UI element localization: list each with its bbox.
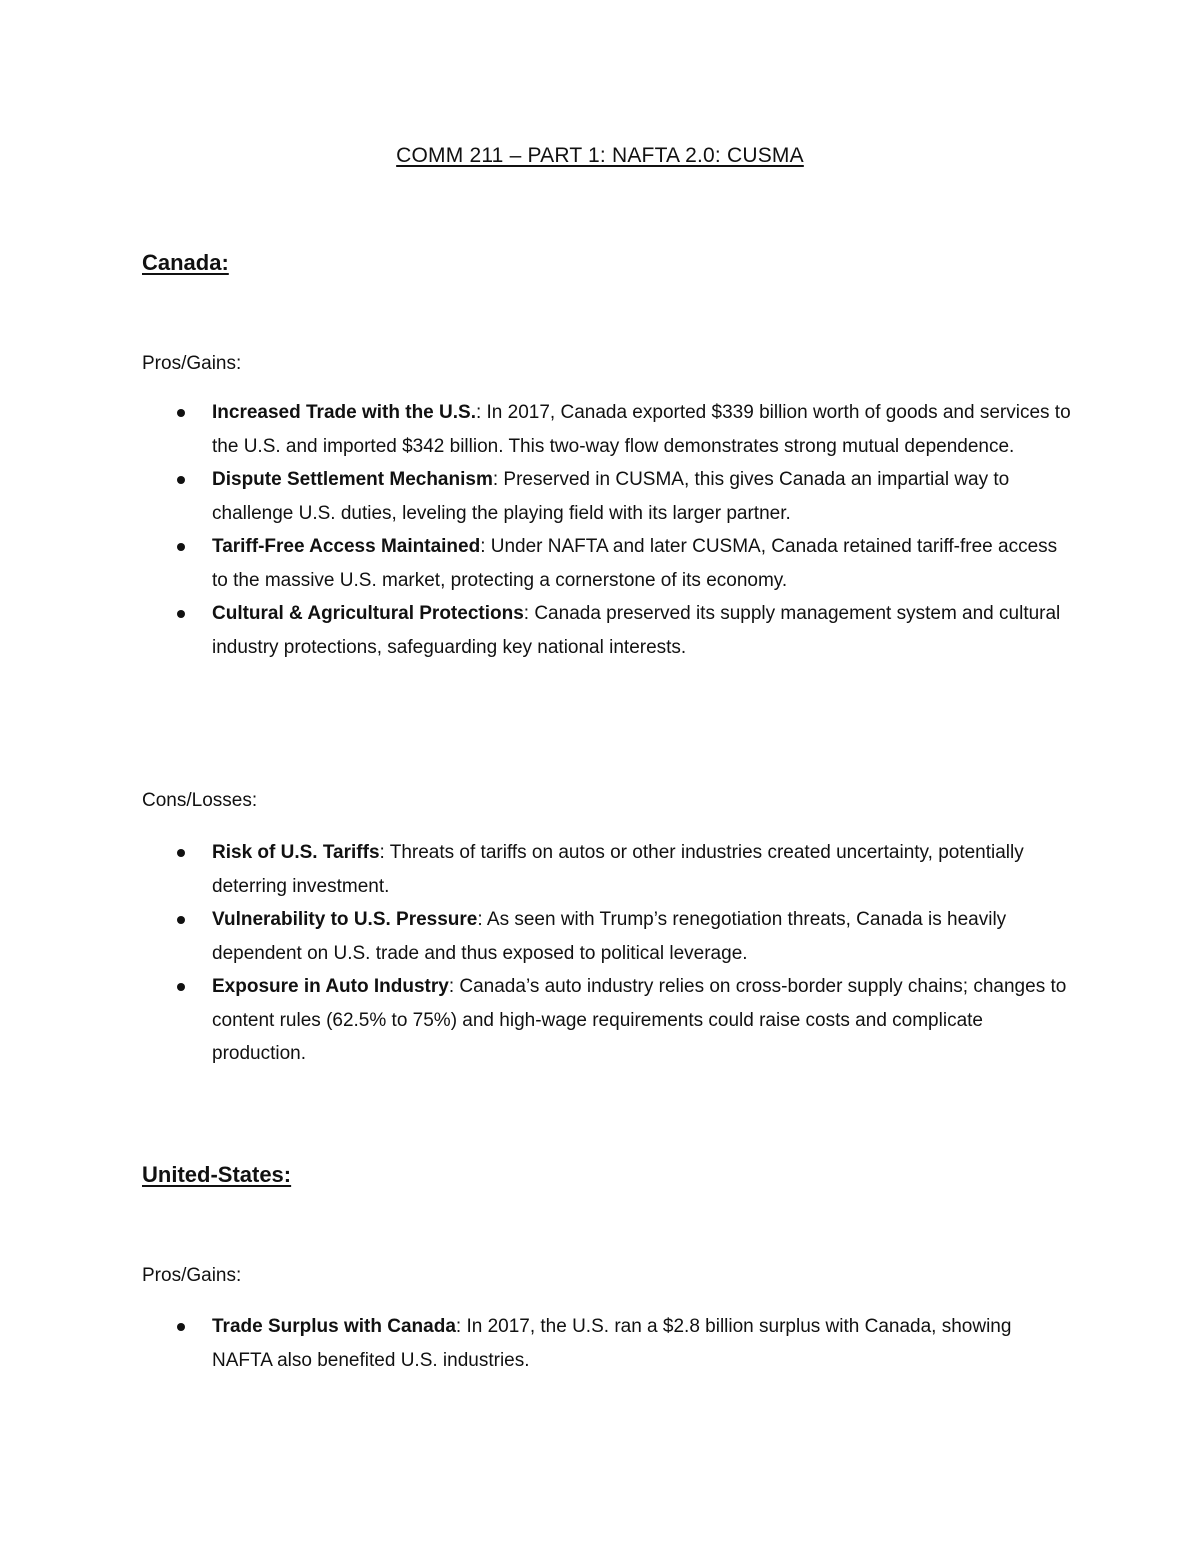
bullet-icon [177,543,185,551]
canada-pros-list [212,396,1072,664]
bullet-icon [177,476,185,484]
list-item [212,396,1072,463]
item-term: Cultural & Agricultural Protections [212,603,524,624]
item-text: : Canada’s auto industry relies on cross-border supply chains; changes to content rules (62.5% to 75%) and high-wage requirements could raise costs and complicate production. [212,976,1067,1064]
item-text: : In 2017, Canada exported $339 billion worth of goods and services to the U.S. and imported $342 billion. This two-way flow demonstrates strong mutual dependence. [212,402,1071,457]
item-term: Vulnerability to U.S. Pressure [212,909,478,930]
item-text: : Canada preserved its supply management system and cultural industry protections, safeguarding key national interests. [212,603,1061,658]
list-item [212,1310,1072,1377]
document-title: COMM 211 – PART 1: NAFTA 2.0: CUSMA [396,144,804,167]
united-states-heading: United-States: [142,1162,292,1187]
bullet-icon [177,983,185,991]
canada-cons-label: Cons/Losses: [142,790,258,811]
item-term: Risk of U.S. Tariffs [212,842,380,863]
list-item [212,970,1072,1071]
item-text: : Preserved in CUSMA, this gives Canada an impartial way to challenge U.S. duties, leveling the playing field with its larger partner. [212,469,1010,524]
item-term: Exposure in Auto Industry [212,976,449,997]
bullet-icon [177,610,185,618]
bullet-icon [177,409,185,417]
list-item [212,836,1072,903]
list-item [212,903,1072,970]
item-term: Tariff-Free Access Maintained [212,536,481,557]
bullet-icon [177,1323,185,1331]
united-states-pros-list [212,1310,1072,1377]
canada-pros-label: Pros/Gains: [142,353,242,374]
item-text: : Under NAFTA and later CUSMA, Canada retained tariff-free access to the massive U.S. market, protecting a cornerstone of its economy. [212,536,1058,591]
item-term: Increased Trade with the U.S. [212,402,476,423]
list-item [212,463,1072,530]
bullet-icon [177,849,185,857]
item-text: : As seen with Trump’s renegotiation threats, Canada is heavily dependent on U.S. trade and thus exposed to political leverage. [212,909,1007,964]
bullet-icon [177,916,185,924]
canada-cons-list [212,836,1072,1071]
item-text: : In 2017, the U.S. ran a $2.8 billion surplus with Canada, showing NAFTA also benefited U.S. industries. [212,1316,1012,1371]
united-states-pros-label: Pros/Gains: [142,1265,242,1286]
item-term: Dispute Settlement Mechanism [212,469,493,490]
item-term: Trade Surplus with Canada [212,1316,456,1337]
list-item [212,530,1072,597]
item-text: : Threats of tariffs on autos or other industries created uncertainty, potentially deterring investment. [212,842,1024,897]
list-item [212,597,1072,664]
canada-heading: Canada: [142,250,229,275]
